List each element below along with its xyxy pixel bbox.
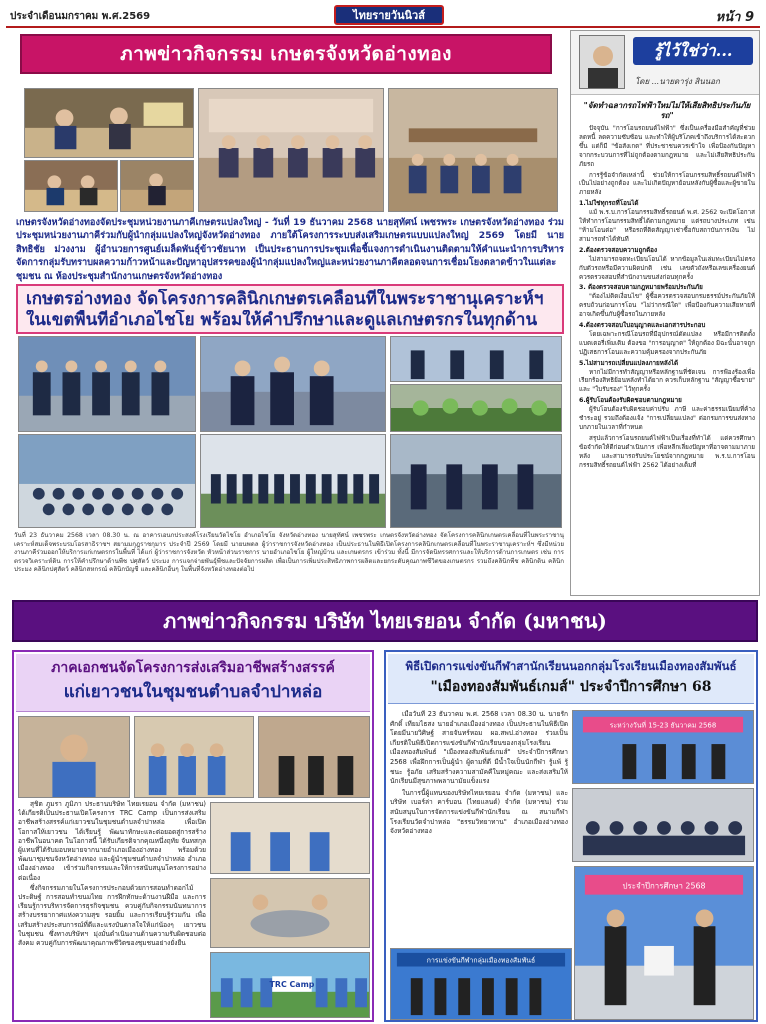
column-header <box>571 31 759 95</box>
sports-article-body <box>390 710 568 946</box>
youth-article-header <box>16 654 370 712</box>
clinic-headline-line-2: ในเขตพื้นที่อำเภอไชโย พร้อมให้คำปรึกษาและดูแลเกษตรกรในทุกด้าน <box>26 310 538 330</box>
sports-banner-text-2: ประจำปีการศึกษา 2568 <box>622 881 706 891</box>
agriculture-banner-title: ภาพข่าวกิจกรรม เกษตรจังหวัดอ่างทอง <box>120 43 452 65</box>
column-section-heading: 3. ต้องตรวจสอบตามกฎหมายพร้อมประกันภัย <box>579 284 703 292</box>
column-section-heading: 5.ไม่สามารถเปลี่ยนแปลงภายหลังได้ <box>579 359 679 367</box>
column-body <box>579 101 755 591</box>
sports-headline-line-2: "เมืองทองสัมพันธ์เกมส์" ประจำปีการศึกษา 68 <box>430 679 712 695</box>
photo-meeting-1 <box>24 88 194 158</box>
newspaper-logo <box>334 5 444 25</box>
photo-youth-trc-camp <box>210 952 370 1018</box>
photo-meeting-2 <box>24 160 118 212</box>
column-title: รู้ไว้ใช่ว่า... <box>633 37 753 65</box>
column-section-heading: 1.ไม่ใช่ทุกรถที่โอนได้ <box>579 200 639 208</box>
youth-headline-line-1: ภาคเอกชนจัดโครงการส่งเสริมอาชีพสร้างสรรค์ <box>51 660 335 676</box>
photo-youth-2 <box>134 716 254 798</box>
logo-text: ไทยรายวันนิวส์ <box>353 9 425 22</box>
column-headline: "จัดทำฉลากรถไฟฟ้าใหม่ไม่ให้เสียสิทธิประกันภัยรถ" <box>583 101 751 120</box>
photo-clinic-6 <box>200 434 386 528</box>
photo-sports-audience <box>572 788 754 862</box>
photo-sports-award <box>574 866 754 1020</box>
sports-dates-text: ระหว่างวันที่ 15-23 ธันวาคม 2568 <box>609 721 717 730</box>
clinic-headline-box <box>16 284 564 334</box>
youth-paragraph: ซึ่งกิจกรรมภายในโครงการประกอบด้วยการสอนทำดอกไม้ประดิษฐ์ การสอนทำขนมไทย การฝึกทักษะด้านงานฝีมือ และการเรียนรู้การบริหารจัดการธุรกิจชุมชน ควบคู่กับกิจกรรมนันทนาการ สร้างบรรยากาศแห่งความสุข รอยยิ้ม และการเรียนรู้ร่วมกัน เพื่อเสริมสร้างประสบการณ์ที่ดีและแรงบันดาลใจให้แก่น้องๆ เยาวชนในชุมชน ซึ่งทางบริษัทฯ มุ่งมั่นดำเนินงานด้านความรับผิดชอบต่อสังคม ควบคู่กับการพัฒนาคุณภาพชีวิตของชุมชนอย่างยั่งยืน <box>18 883 206 948</box>
photo-youth-speaker <box>18 716 130 798</box>
issue-date: ประจำเดือนมกราคม พ.ศ.2569 <box>10 11 151 22</box>
photo-meeting-3 <box>120 160 194 212</box>
column-closing: สรุปแล้วการโอนรถยนต์ไฟฟ้าเป็นเรื่องที่ทำได้ แต่ควรศึกษาข้อจำกัดให้ดีก่อนดำเนินการ เพื่อหลีกเลี่ยงปัญหาที่อาจตามมาภายหลัง และสามารถรับประโยชน์จากกฎหมาย พ.ร.บ.การโอนกรรมสิทธิ์รถยนต์ไฟฟ้า 2562 ได้อย่างเต็มที่ <box>579 434 755 469</box>
photo-clinic-4 <box>390 384 562 432</box>
thai-rayon-banner <box>12 600 758 642</box>
trc-camp-sign: TRC Camp <box>269 980 315 989</box>
column-section-body: หากไม่มีการทำสัญญาหรือหลักฐานที่ชัดเจน การฟ้องร้องเพื่อเรียกร้องสิทธิย้อนหลังทำได้ยาก ควรเก็บหลักฐาน "สัญญาซื้อขาย" และ "ใบรับรอง" ไว้ทุกครั้ง <box>579 368 755 394</box>
masthead <box>6 4 760 28</box>
youth-headline-line-2: แก่เยาวชนในชุมชนตำบลจำปาหล่อ <box>63 682 323 702</box>
agriculture-caption: เกษตรจังหวัดอ่างทองจัดประชุมหน่วยงานภาคีเกษตรแปลงใหญ่ - วันที่ 19 ธันวาคม 2568 นายสุทัศน์ เพชรพระ เกษตรจังหวัดอ่างทอง ร่วมประชุมหน่วยงานภาคีร่วมกับผู้นำกลุ่มแปลงใหญ่จังหวัดอ่างทอง ภายใต้โครงการระบบส่งเสริมเกษตรแบบแปลงใหญ่ 2569 โดยมี นายสิทธิชัย ม่วงงาม ผู้อำนวยการศูนย์เมล็ดพันธุ์ข้าวชัยนาท เป็นประธานการประชุมเพื่อชี้แจงการดำเนินงานติดตามให้คำแนะนำการบริหารจัดการกลุ่มรับทราบผลความก้าวหน้าและปัญหาอุปสรรคของผู้นำกลุ่มแปลงใหญ่และหน่วยงานภาคีตลอดจนการเชื่อมโยงตลาดข้าวในแต่ละชุมชน ณ ห้องประชุมสำนักงานเกษตรจังหวัดอ่างทอง <box>16 217 564 282</box>
photo-sports-ceremony <box>390 948 572 1020</box>
column-section-body: โดยเฉพาะกรณีโอนรถที่มีอุปกรณ์ดัดแปลง หรือมีการติดตั้งแบตเตอรี่เพิ่มเติม ต้องขอ "การอนุญาต" ให้ถูกต้อง มิฉะนั้นอาจถูกปฏิเสธการโอนและความคุ้มครองจากประกันภัย <box>579 330 755 356</box>
author-photo <box>579 35 625 89</box>
sports-article-header <box>388 654 754 704</box>
youth-article <box>12 650 374 1022</box>
thai-rayon-banner-title: ภาพข่าวกิจกรรม บริษัท ไทยเรยอน จำกัด (มหาชน) <box>163 609 607 633</box>
photo-youth-3 <box>258 716 370 798</box>
agriculture-news-section <box>8 30 564 592</box>
photo-youth-4 <box>210 802 370 874</box>
photo-clinic-3 <box>390 336 562 382</box>
sports-paragraph: เมื่อวันที่ 23 ธันวาคม พ.ศ. 2568 เวลา 08.30 น. นายรักศักดิ์ เทียมไธสง นายอำเภอเมืองอ่างทอง เป็นประธานในพิธีเปิด โดยมีนายวิศิษฐ์ สายจันทร์หอม ผอ.สพป.อ่างทอง ร่วมเป็นเกียรติในพิธีเปิดการแข่งขันกีฬานักเรียนของกลุ่มโรงเรียนเมืองทองสัมพันธ์ "เมืองทองสัมพันธ์เกมส์" ประจำปีการศึกษา 2568 เพื่อฝึกการเป็นผู้นำ ผู้ตามที่ดี มีน้ำใจเป็นนักกีฬา รู้แพ้ รู้ชนะ รู้อภัย เสริมสร้างความสามัคคีในหมู่คณะ และส่งเสริมให้นักเรียนมีสุขภาพพลานามัยแข็งแรง <box>390 710 568 786</box>
page-number: หน้า 9 <box>715 10 754 25</box>
photo-sports-stage <box>572 710 754 784</box>
sports-headline-line-1: พิธีเปิดการแข่งขันกีฬาสานักเรียนนอกกลุ่มโรงเรียนเมืองทองสัมพันธ์ <box>405 659 737 673</box>
sports-paragraph: ในการนี้ผู้แทนของบริษัทไทยเรยอน จำกัด (มหาชน) และบริษัท เบอร์ล่า คาร์บอน (ไทยแลนด์) จำกัด (มหาชน) ร่วมสนับสนุนในการจัดการแข่งขันกีฬานักเรียน ณ สนามกีฬาโรงเรียนวัดจำปาหล่อ "ธรรมวิทยาทาน" อำเภอเมืองอ่างทอง จังหวัดอ่างทอง <box>390 788 568 836</box>
sports-article <box>384 650 758 1022</box>
column-section-heading: 6.ผู้รับโอนต้องรับผิดชอบตามกฎหมาย <box>579 397 682 405</box>
clinic-caption: วันที่ 23 ธันวาคม 2568 เวลา 08.30 น. ณ อาคารเอนกประสงค์โรงเรียนวัดไชโย อำเภอไชโย จังหวัดอ่างทอง นายสุทัศน์ เพชรพระ เกษตรจังหวัดอ่างทอง จัดโครงการคลินิกเกษตรเคลื่อนที่ในพระราชานุเคราะห์สมเด็จพระบรมโอรสาธิราชฯ สยามมกุฎราชกุมาร ประจำปี 2569 โดยมี นายนพดล ผู้ว่าราชการจังหวัดอ่างทอง เป็นประธานในพิธีเปิดโครงการคลินิกเกษตรเคลื่อนที่ในพระราชานุเคราะห์ฯ ซึ่งมีหน่วยงานภาคีร่วมออกให้บริการแก่เกษตรกรในพื้นที่ ได้แก่ ผู้ว่าราชการจังหวัด หัวหน้าส่วนราชการ นายอำเภอไชโย ผู้ใหญ่บ้าน และเกษตรกร เข้าร่วม ทั้งนี้ มีการจัดนิทรรศการและให้บริการด้านการเกษตร เช่น การตรวจวิเคราะห์ดิน การให้คำปรึกษาด้านพืช ปศุสัตว์ ประมง การแจกจ่ายพันธุ์พืชและปัจจัยการผลิต เพื่อเป็นการเพิ่มประสิทธิภาพการผลิตและยกระดับคุณภาพชีวิตของเกษตรกร รวมถึงคลินิกพืช คลินิกดิน คลินิกประมง คลินิกปศุสัตว์ คลินิกสหกรณ์ คลินิกบัญชี และคลินิกอื่นๆ ในพื้นที่จังหวัดอ่างทองต่อไป <box>14 532 564 574</box>
column-section-body: แม้ พ.ร.บ.การโอนกรรมสิทธิ์รถยนต์ พ.ศ. 2562 จะเปิดโอกาสให้ทำการโอนกรรมสิทธิ์ได้ตามกฎหมาย แต่รถบางประเภท เช่น "ห้ามโอนต่อ" หรือรถที่ติดสัญญาเช่าซื้อกับสถาบันการเงิน ไม่สามารถทำได้ทันที <box>579 209 755 243</box>
photo-clinic-5 <box>18 434 196 528</box>
column-section-body: ไม่สามารถจดทะเบียนโอนได้ หากข้อมูลในเล่มทะเบียนไม่ตรงกับตัวรถหรือมีความผิดปกติ เช่น เลขตัวถังหรือเลขเครื่องยนต์ ควรตรวจสอบที่สำนักงานขนส่งก่อนทุกครั้ง <box>579 255 755 281</box>
column-section-body: ผู้รับโอนต้องรับผิดชอบค่าปรับ ภาษี และค่าธรรมเนียมที่ค้างชำระอยู่ รวมถึงต้องแจ้ง "การเปลี่ยนแปลง" ต่อกรมการขนส่งทางบกภายในเวลาที่กำหนด <box>579 406 755 431</box>
clinic-headline-line-1: เกษตรอ่างทอง จัดโครงการคลินิกเกษตรเคลื่อนที่ในพระราชานุเคราะห์ฯ <box>26 289 544 309</box>
column-article <box>570 30 760 596</box>
youth-paragraph: สุชิต ภูมรา ภูมิภา ประธานบริษัท ไทยเรยอน จำกัด (มหาชน) ได้เกียรติเป็นประธานเปิดโครงการ TRC Camp เป็นการส่งเสริมอาชีพสร้างสรรค์แก่เยาวชนในชุมชนตำบลจำปาหล่อ เพื่อเปิดโอกาสให้เยาวชน ได้เรียนรู้ พัฒนาทักษะและต่อยอดสู่การสร้างอาชีพในอนาคต ในโอกาสนี้ ได้รับเกียรติจากคุณหนึ่งฤทัย จันทสกุล ผู้แทนที่ได้รับมอบหมายจากนายอำเภอเมืองอ่างทอง พร้อมด้วยพัฒนาชุมชนจังหวัดอ่างทอง และผู้นำชุมชนตำบลจำปาหล่อ อำเภอเมืองอ่างทอง เข้าร่วมกิจกรรมและให้การสนับสนุนโครงการอย่างต่อเนื่อง <box>18 800 206 882</box>
photo-clinic-7 <box>390 434 562 528</box>
column-section-heading: 2.ต้องตรวจสอบความถูกต้อง <box>579 246 658 254</box>
column-section-body: "ต้องไม่ติดเงื่อนไข" ผู้ซื้อควรตรวจสอบกรมธรรม์ประกันภัยให้ครบถ้วนก่อนการโอน "ไม่ว่ากรณีใด" เพื่อป้องกันความเสียหายที่อาจเกิดขึ้นกับผู้ซื้อรถในภายหลัง <box>579 293 755 319</box>
photo-clinic-2 <box>200 336 386 432</box>
photo-clinic-1 <box>18 336 196 432</box>
column-author: โดย ...นายดารุ่ง สินนอก <box>635 77 720 86</box>
photo-meeting-4 <box>198 88 384 212</box>
sports-banner-text: การแข่งขันกีฬากลุ่มเมืองทองสัมพันธ์ <box>426 956 536 965</box>
agriculture-banner <box>20 34 552 74</box>
youth-article-body <box>18 800 206 1020</box>
column-paragraph: การรู้ข้อจำกัดเหล่านี้ ช่วยให้การโอนกรรมสิทธิ์รถยนต์ไฟฟ้าเป็นไปอย่างถูกต้อง และไม่เกิดปัญหาย้อนหลังกับผู้ซื้อและผู้ขายในภายหลัง <box>579 171 755 197</box>
photo-youth-5 <box>210 878 370 948</box>
column-section-heading: 4.ต้องตรวจสอบใบอนุญาตและเอกสารประกอบ <box>579 322 706 330</box>
column-paragraph: ปัจจุบัน "การโอนรถยนต์ไฟฟ้า" ซึ่งเป็นเครื่องมือสำคัญที่ช่วยลดหนี้ ลดความซับซ้อน และทำให้ผู้บริโภคเข้าถึงบริการได้สะดวกขึ้น แต่ก็มี "ข้อสังเกต" ที่ประชาชนควรเข้าใจ เพื่อป้องกันปัญหาจากกระบวนการที่ไม่ถูกต้องตามกฎหมาย และไม่เสียสิทธิประกันภัยรถ <box>579 125 755 168</box>
photo-meeting-5 <box>388 88 558 212</box>
